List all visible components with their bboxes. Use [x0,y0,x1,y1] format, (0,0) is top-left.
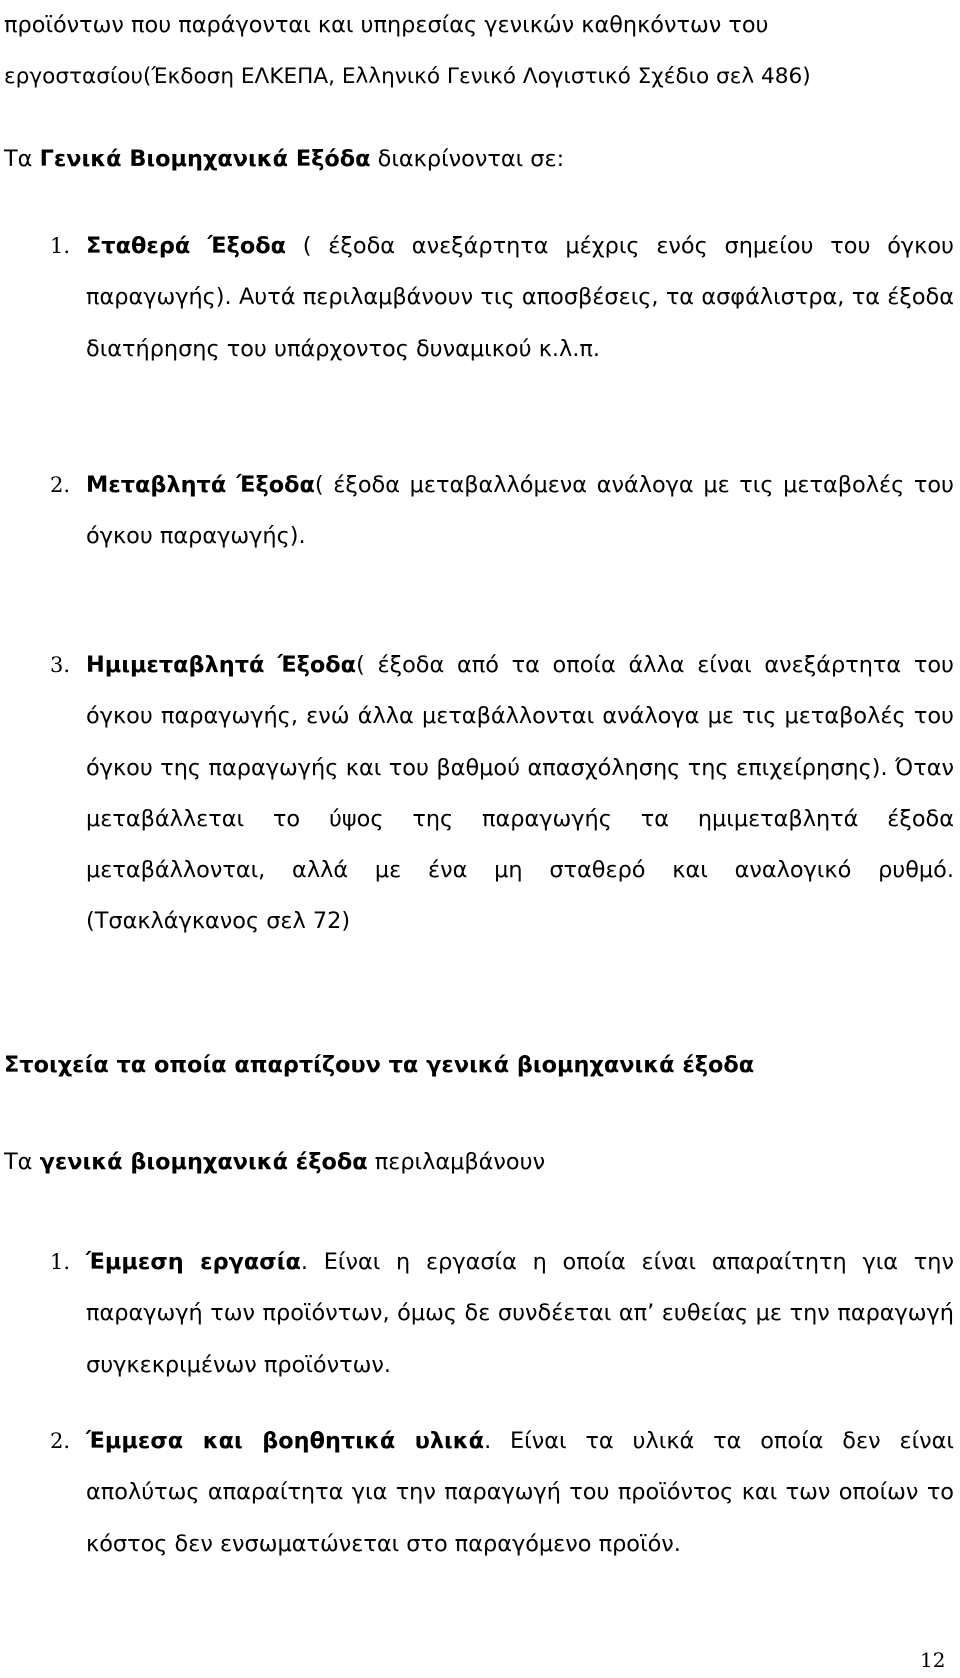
cost-type-number: 2. [50,473,71,497]
element-body [86,1416,954,1570]
intro-line-1-text: προϊόντων που παράγονται και υπηρεσίας γενικών καθηκόντων του [4,12,769,38]
distinguish-bold-term: Γενικά Βιομηχανικά Εξόδα [39,146,371,172]
section-heading [4,1040,754,1091]
cost-type-body [86,460,954,563]
distinguish-prefix: Τα [4,146,40,172]
includes-prefix: Τα [4,1149,40,1175]
cost-type-title: Σταθερά Έξοδα [86,233,286,259]
element-number: 1. [50,1250,71,1274]
distinguish-paragraph [4,134,564,185]
includes-bold-term: γενικά βιομηχανικά έξοδα [39,1149,368,1175]
element-title: Έμμεση εργασία [86,1249,301,1275]
cost-type-body [86,221,954,375]
intro-line-2-text: εργοστασίου(Έκδοση ΕΛΚΕΠΑ, Ελληνικό Γενικό Λογιστικό Σχέδιο σελ 486) [4,64,811,89]
element-number: 2. [50,1429,71,1453]
element-body [86,1237,954,1391]
element-text: . Είναι η εργασία η οποία είναι απαραίτητη για την παραγωγή των προϊόντων, όμως δε συνδέεται απ’ ευθείας με την παραγωγή συγκεκριμένων προϊόντων. [86,1249,954,1378]
element-text: . Είναι τα υλικά τα οποία δεν είναι απολύτως απαραίτητα για την παραγωγή του προϊόντος και των οποίων το κόστος δεν ενσωματώνεται στο παραγόμενο προϊόν. [86,1428,954,1557]
element-title: Έμμεσα και βοηθητικά υλικά [86,1428,485,1454]
includes-suffix: περιλαμβάνουν [367,1149,546,1175]
cost-type-number: 3. [50,653,71,677]
intro-line-2 [4,51,811,102]
intro-line-1 [4,0,954,51]
cost-type-text: ( έξοδα μεταβαλλόμενα ανάλογα με τις μεταβολές του όγκου παραγωγής). [86,472,954,550]
cost-type-title: Ημιμεταβλητά Έξοδα [86,652,357,678]
cost-type-title: Μεταβλητά Έξοδα [86,472,315,498]
cost-type-text: ( έξοδα ανεξάρτητα μέχρις ενός σημείου του όγκου παραγωγής). Αυτά περιλαμβάνουν τις αποσβέσεις, τα ασφάλιστρα, τα έξοδα διατήρησης του υπάρχοντος δυναμικού κ.λ.π. [86,233,954,362]
distinguish-suffix: διακρίνονται σε: [370,146,565,172]
cost-type-text: ( έξοδα από τα οποία άλλα είναι ανεξάρτητα του όγκου παραγωγής, ενώ άλλα μεταβάλλονται ανάλογα με τις μεταβολές του όγκου της παραγωγής και του βαθμού απασχόλησης της επιχείρησης). Όταν μεταβάλλεται το ύψος της παραγωγής τα ημιμεταβλητά έξοδα μεταβάλλονται, αλλά με ένα μη σταθερό και αναλογικό ρυθμό. (Τσακλάγκανος σελ 72) [86,652,954,935]
cost-type-number: 1. [50,234,71,258]
section-heading-text: Στοιχεία τα οποία απαρτίζουν τα γενικά βιομηχανικά έξοδα [4,1052,755,1078]
page-number: 12 [920,1648,946,1672]
includes-paragraph [4,1137,545,1188]
cost-type-body [86,640,954,948]
